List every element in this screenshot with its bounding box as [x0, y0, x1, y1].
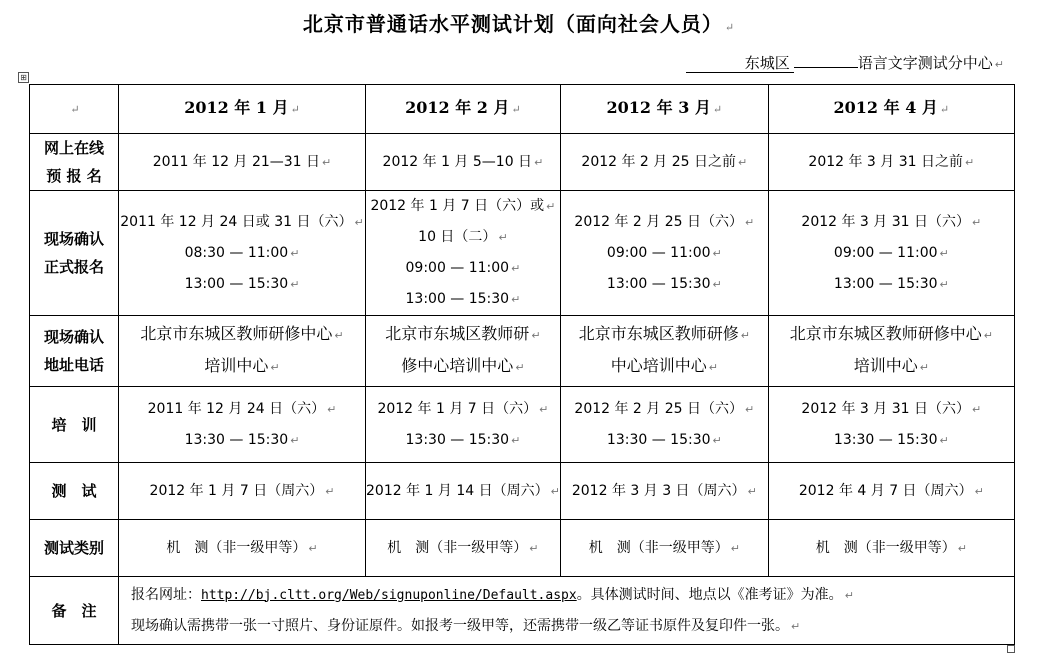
table-cell: [768, 387, 1014, 463]
cell-line: [769, 319, 1014, 351]
paragraph-mark-icon: ↵: [745, 402, 755, 416]
cell-text: 13:30 — 15:30: [606, 431, 711, 448]
cell-line: [561, 425, 768, 456]
table-row-onsite-confirm: [30, 191, 1015, 316]
paragraph-mark-icon: ↵: [534, 155, 544, 169]
paragraph-mark-icon: ↵: [844, 588, 854, 602]
notes-cell: [119, 577, 1015, 645]
paragraph-mark-icon: ↵: [531, 329, 541, 342]
paragraph-mark-icon: ↵: [290, 277, 300, 291]
subtitle-suffix: 语言文字测试分中心: [857, 54, 993, 72]
table-row-training: [30, 387, 1015, 463]
row-header-label: 地址电话: [43, 356, 104, 374]
paragraph-mark-icon: ↵: [972, 402, 982, 416]
paragraph-mark-icon: ↵: [730, 541, 740, 555]
cell-line: [119, 147, 365, 178]
cell-text: 13:30 — 15:30: [184, 431, 289, 448]
cell-line: [366, 425, 560, 456]
table-cell: [560, 520, 768, 577]
paragraph-mark-icon: ↵: [919, 361, 929, 374]
cell-line: [769, 533, 1014, 564]
table-cell: [768, 316, 1014, 387]
table-cell: [768, 191, 1014, 316]
paragraph-mark-icon: ↵: [712, 246, 722, 260]
table-row-exam-type: [30, 520, 1015, 577]
cell-text: 2012 年 1 月 7 日（周六）: [149, 482, 324, 499]
table-row-address-phone: [30, 316, 1015, 387]
column-header: [119, 85, 366, 134]
table-cell: [768, 134, 1014, 191]
cell-text: 2011 年 12 月 24 日或 31 日（六）: [120, 213, 353, 230]
paragraph-mark-icon: ↵: [290, 246, 300, 260]
cell-text: 2012 年 3 月 3 日（周六）: [571, 482, 746, 499]
cell-text: 2012 年 2 月 25 日之前: [581, 153, 737, 170]
cell-line: [769, 269, 1014, 300]
cell-text: 北京市东城区教师研修中心: [140, 324, 333, 343]
table-cell: [366, 387, 561, 463]
cell-text: 修中心培训中心: [401, 356, 514, 375]
table-cell: [560, 134, 768, 191]
cell-line: [769, 238, 1014, 269]
cell-text: 北京市东城区教师研修: [578, 324, 739, 343]
row-header-label: 正式报名: [43, 258, 104, 276]
table-cell: [119, 387, 366, 463]
column-header: [560, 85, 768, 134]
cell-text: 机 测（非一级甲等）: [166, 539, 307, 556]
cell-text: 13:30 — 15:30: [405, 431, 510, 448]
paragraph-mark-icon: ↵: [511, 262, 521, 275]
cell-line: [366, 147, 560, 178]
cell-text: 2012 年 1 月 7 日（六）或: [370, 198, 545, 214]
cell-line: [769, 394, 1014, 425]
cell-text: 机 测（非一级甲等）: [387, 539, 528, 556]
paragraph-mark-icon: ↵: [939, 433, 949, 447]
table-cell: [366, 520, 561, 577]
signup-url-link[interactable]: http://bj.cltt.org/Web/signuponline/Default.aspx: [201, 587, 577, 603]
cell-text: 2012 年 2 月 25 日（六）: [574, 213, 744, 230]
cell-line: [366, 284, 560, 315]
cell-line: [366, 319, 560, 351]
cell-mark-icon: ↵: [939, 103, 950, 116]
paragraph-mark-icon: ↵: [747, 484, 757, 498]
paragraph-mark-icon: ↵: [308, 541, 318, 555]
cell-text: 2012 年 1 月 14 日（周六）: [366, 482, 549, 499]
row-header-onsite-confirm: [30, 191, 119, 316]
cell-text: 北京市东城区教师研: [385, 324, 530, 343]
paragraph-mark-icon: ↵: [327, 402, 337, 416]
column-header-label: 2012 年 1 月: [184, 98, 289, 117]
cell-line: [561, 351, 768, 383]
paragraph-mark-icon: ↵: [322, 155, 332, 169]
row-header-label: 测 试: [51, 482, 97, 500]
district-field: 东城区: [686, 54, 794, 73]
paragraph-mark-icon: ↵: [939, 277, 949, 291]
paragraph-mark-icon: ↵: [334, 329, 344, 342]
cell-text: 2011 年 12 月 21—31 日: [152, 153, 321, 170]
cell-line: [366, 476, 560, 507]
cell-line: [119, 351, 365, 383]
cell-line: [561, 147, 768, 178]
cell-line: [366, 394, 560, 425]
paragraph-mark-icon: ↵: [712, 433, 722, 447]
paragraph-mark-icon: ↵: [270, 361, 280, 374]
row-header-label: 测试类别: [43, 539, 104, 557]
cell-line: [119, 269, 365, 300]
row-header-label: 网上在线: [43, 139, 104, 157]
row-header-exam: [30, 463, 119, 520]
cell-mark-icon: ↵: [290, 103, 300, 116]
paragraph-mark-icon: ↵: [354, 215, 364, 229]
row-header-training: [30, 387, 119, 463]
cell-text: 10 日（二）: [418, 229, 497, 245]
cell-line: [769, 207, 1014, 238]
cell-line: [561, 238, 768, 269]
paragraph-mark-icon: ↵: [738, 155, 748, 169]
row-header-notes: [30, 577, 119, 645]
table-cell: [119, 520, 366, 577]
cell-text: 13:00 — 15:30: [833, 275, 938, 292]
cell-text: 2012 年 4 月 7 日（周六）: [798, 482, 973, 499]
column-header: [30, 85, 119, 134]
row-header-label: 现场确认: [43, 328, 104, 346]
table-header-row: [30, 85, 1015, 134]
cell-mark-icon: ↵: [70, 103, 80, 116]
cell-line: [366, 253, 560, 284]
cell-line: [119, 319, 365, 351]
column-header-label: 2012 年 3 月: [606, 98, 711, 117]
paragraph-mark-icon: ↵: [550, 484, 560, 498]
cell-text: 09:00 — 11:00: [405, 260, 510, 276]
cell-line: [119, 425, 365, 456]
district-field-underline: [794, 67, 858, 68]
row-header-online-prereg: [30, 134, 119, 191]
row-header-label: 预 报 名: [46, 167, 102, 185]
paragraph-mark-icon: ↵: [957, 541, 967, 555]
notes-row: [30, 577, 1015, 645]
subtitle: [686, 52, 1004, 73]
paragraph-mark-icon: ↵: [708, 361, 718, 374]
paragraph-mark-icon: ↵: [965, 155, 975, 169]
page-title: [0, 8, 1038, 37]
paragraph-mark-icon: ↵: [498, 231, 508, 244]
cell-text: 2012 年 1 月 7 日（六）: [377, 400, 538, 417]
table-resize-handle-icon[interactable]: [1007, 645, 1015, 653]
cell-line: [119, 394, 365, 425]
paragraph-mark-icon: ↵: [939, 246, 949, 260]
cell-line: [119, 476, 365, 507]
paragraph-mark-icon: ↵: [325, 484, 335, 498]
paragraph-mark-icon: ↵: [740, 329, 750, 342]
row-header-label: 备 注: [51, 601, 97, 620]
cell-text: 培训中心: [204, 356, 269, 375]
table-cell: [119, 316, 366, 387]
table-cell: [366, 191, 561, 316]
paragraph-mark-icon: ↵: [983, 329, 993, 342]
cell-text: 13:00 — 15:30: [405, 291, 510, 307]
cell-text: 2012 年 3 月 31 日（六）: [801, 400, 971, 417]
cell-line: [366, 222, 560, 253]
paragraph-mark-icon: ↵: [791, 619, 801, 633]
table-cell: [768, 520, 1014, 577]
cell-line: [366, 351, 560, 383]
row-header-address-phone: [30, 316, 119, 387]
cell-line: [561, 394, 768, 425]
column-header: [366, 85, 561, 134]
table-move-handle-icon[interactable]: ⊞: [18, 72, 29, 83]
row-header-label: 现场确认: [43, 230, 104, 248]
paragraph-mark-icon: ↵: [994, 58, 1004, 71]
notes-line-1: [131, 580, 1014, 611]
cell-mark-icon: ↵: [511, 103, 521, 116]
table-cell: [119, 463, 366, 520]
notes-line-2: [131, 611, 1014, 642]
cell-text: 13:00 — 15:30: [184, 275, 289, 292]
cell-text: 培训中心: [853, 356, 918, 375]
table-row-online-prereg: [30, 134, 1015, 191]
table-cell: [366, 316, 561, 387]
paragraph-mark-icon: ↵: [515, 361, 525, 374]
cell-line: [561, 476, 768, 507]
table-cell: [119, 191, 366, 316]
paragraph-mark-icon: ↵: [539, 402, 549, 416]
cell-mark-icon: ↵: [712, 103, 723, 116]
cell-text: 2012 年 2 月 25 日（六）: [574, 400, 744, 417]
paragraph-mark-icon: ↵: [546, 200, 556, 213]
cell-line: [366, 533, 560, 564]
cell-text: 北京市东城区教师研修中心: [789, 324, 982, 343]
cell-text: 09:00 — 11:00: [606, 244, 711, 261]
paragraph-mark-icon: ↵: [511, 293, 521, 306]
paragraph-mark-icon: ↵: [290, 433, 300, 447]
notes-url-suffix: 。具体测试时间、地点以《准考证》为准。: [576, 586, 843, 603]
cell-text: 13:00 — 15:30: [606, 275, 711, 292]
table-cell: [119, 134, 366, 191]
cell-line: [561, 207, 768, 238]
table-cell: [366, 134, 561, 191]
notes-line-2-text: 现场确认需携带一张一寸照片、身份证原件。如报考一级甲等，还需携带一级乙等证书原件及复印件一张。: [131, 617, 789, 634]
cell-line: [769, 147, 1014, 178]
cell-line: [119, 238, 365, 269]
title-text: 北京市普通话水平测试计划（面向社会人员）: [302, 12, 723, 36]
paragraph-mark-icon: ↵: [511, 433, 521, 447]
paragraph-mark-icon: ↵: [724, 21, 736, 34]
cell-line: [769, 425, 1014, 456]
column-header-label: 2012 年 4 月: [833, 98, 938, 117]
cell-line: [561, 533, 768, 564]
table-cell: [768, 463, 1014, 520]
paragraph-mark-icon: ↵: [712, 277, 722, 291]
cell-text: 08:30 — 11:00: [184, 244, 289, 261]
table-cell: [560, 316, 768, 387]
cell-text: 中心培训中心: [610, 356, 707, 375]
table-cell: [366, 463, 561, 520]
cell-line: [769, 351, 1014, 383]
cell-line: [366, 191, 560, 222]
paragraph-mark-icon: ↵: [745, 215, 755, 229]
paragraph-mark-icon: ↵: [529, 541, 539, 555]
paragraph-mark-icon: ↵: [972, 215, 982, 229]
schedule-table: [29, 84, 1015, 645]
table-row-exam: [30, 463, 1015, 520]
cell-line: [769, 476, 1014, 507]
paragraph-mark-icon: ↵: [974, 484, 984, 498]
cell-text: 09:00 — 11:00: [833, 244, 938, 261]
table-cell: [560, 191, 768, 316]
cell-text: 13:30 — 15:30: [833, 431, 938, 448]
cell-text: 2012 年 3 月 31 日（六）: [801, 213, 971, 230]
table-cell: [560, 387, 768, 463]
column-header-label: 2012 年 2 月: [405, 98, 510, 117]
cell-text: 机 测（非一级甲等）: [815, 539, 956, 556]
row-header-label: 培 训: [51, 415, 97, 434]
cell-text: 机 测（非一级甲等）: [588, 539, 729, 556]
notes-url-prefix: 报名网址：: [131, 586, 201, 603]
cell-line: [561, 269, 768, 300]
cell-line: [561, 319, 768, 351]
cell-line: [119, 207, 365, 238]
cell-text: 2011 年 12 月 24 日（六）: [147, 400, 326, 417]
cell-line: [119, 533, 365, 564]
row-header-exam-type: [30, 520, 119, 577]
cell-text: 2012 年 3 月 31 日之前: [808, 153, 964, 170]
column-header: [768, 85, 1014, 134]
table-cell: [560, 463, 768, 520]
cell-text: 2012 年 1 月 5—10 日: [382, 153, 533, 170]
